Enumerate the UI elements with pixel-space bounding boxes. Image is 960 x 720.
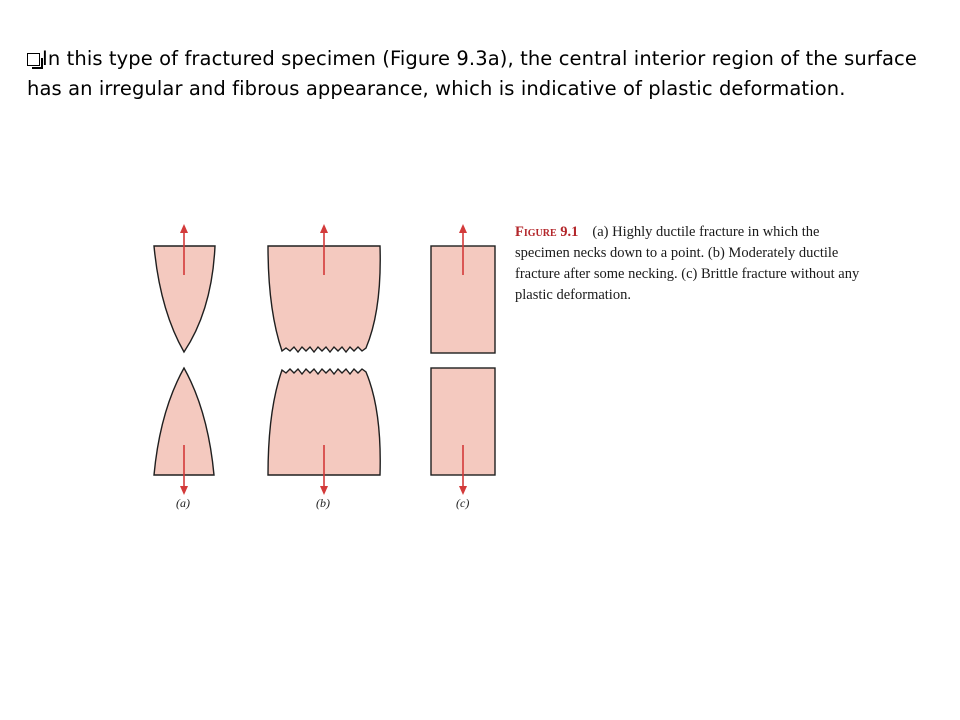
fracture-figure (140, 215, 510, 495)
figure-caption (515, 222, 865, 306)
figure-label: Figure 9.1 (515, 224, 579, 240)
specimen-c (431, 246, 495, 475)
panel-label-c: (c) (456, 496, 470, 510)
checkbox-bullet-icon (27, 53, 40, 66)
bullet-paragraph (27, 44, 942, 104)
paragraph-text: In this type of fractured specimen (Figure 9.3a), the central interior region of the surface has an irregular and fibrous appearance, which is indicative of plastic deformation. (27, 47, 917, 100)
panel-label-a: (a) (176, 496, 190, 510)
specimen-b (268, 246, 380, 475)
specimen-a (154, 246, 215, 475)
caption-text: (a) Highly ductile fracture in which the specimen necks down to a point. (b) Moderately ductile fracture after some necking. (c) Brittle fracture without any plastic deformation. (515, 224, 860, 303)
load-arrows (180, 224, 467, 495)
panel-label-b: (b) (316, 496, 330, 510)
